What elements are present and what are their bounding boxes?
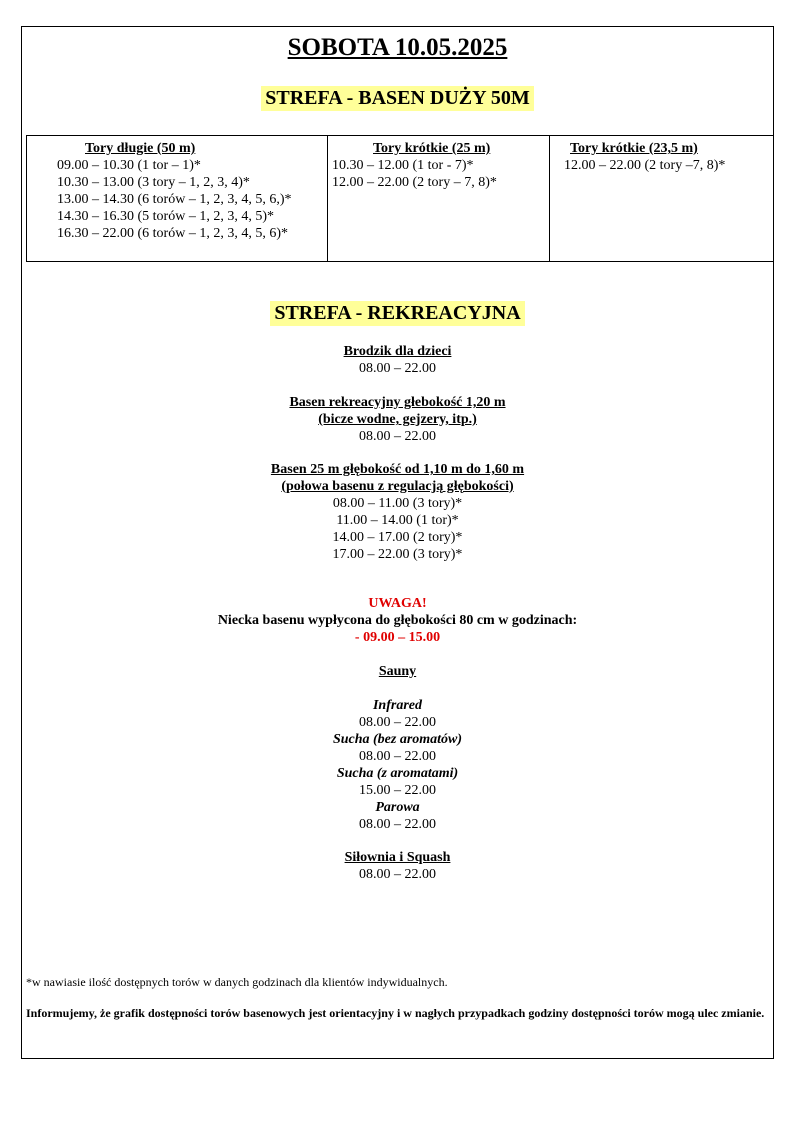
zone-pool-heading: STREFA - BASEN DUŻY 50M [261,86,533,111]
sauna-hours: 08.00 – 22.00 [359,749,436,764]
column-header: Tory krótkie (23,5 m) [570,141,698,156]
disclaimer: Informujemy, że grafik dostępności torów basenowych jest orientacyjny i w nagłych przypadkach godziny dostępności torów mogą ulec zmianie. [26,1006,765,1020]
lane-row: 13.00 – 14.30 (6 torów – 1, 2, 3, 4, 5, 6,)* [57,192,292,207]
pool25-row: 17.00 – 22.00 (3 tory)* [332,547,463,562]
saunas-section [22,663,773,833]
lane-row: 10.30 – 12.00 (1 tor - 7)* [332,158,474,173]
pool25-section [22,461,773,563]
lane-row: 14.30 – 16.30 (5 torów – 1, 2, 3, 4, 5)* [57,209,274,224]
lane-row: 16.30 – 22.00 (6 torów – 1, 2, 3, 4, 5, 6)* [57,226,288,241]
pool25-subtitle: (połowa basenu z regulacją głębokości) [281,479,514,494]
kids-pool-hours: 08.00 – 22.00 [359,361,436,376]
schedule-frame [21,26,774,1059]
lanes-column-short-23 [549,136,773,261]
sauna-hours: 15.00 – 22.00 [359,783,436,798]
sauna-name: Sucha (z aromatami) [336,766,459,781]
warning-section [22,595,773,646]
gym-hours: 08.00 – 22.00 [359,867,436,882]
pool25-row: 08.00 – 11.00 (3 tory)* [332,496,463,511]
warning-label: UWAGA! [368,596,427,611]
lane-row: 09.00 – 10.30 (1 tor – 1)* [57,158,201,173]
gym-section [22,849,773,883]
warning-hours: - 09.00 – 15.00 [354,630,441,645]
lane-row: 10.30 – 13.00 (3 tory – 1, 2, 3, 4)* [57,175,250,190]
zone-rec-heading: STREFA - REKREACYJNA [270,301,524,326]
column-header: Tory krótkie (25 m) [373,141,491,156]
lanes-table [26,135,774,262]
lanes-column-long [27,136,327,261]
gym-title: Siłownia i Squash [344,850,451,865]
lane-row: 12.00 – 22.00 (2 tory –7, 8)* [564,158,726,173]
rec-pool-section [22,394,773,445]
pool25-title: Basen 25 m głębokość od 1,10 m do 1,60 m [270,462,525,477]
kids-pool-title: Brodzik dla dzieci [343,344,452,359]
sauna-name: Parowa [375,800,420,815]
warning-text: Niecka basenu wypłycona do głębokości 80 cm w godzinach: [217,613,578,628]
sauna-hours: 08.00 – 22.00 [359,715,436,730]
sauna-name: Sucha (bez aromatów) [332,732,463,747]
pool25-row: 11.00 – 14.00 (1 tor)* [336,513,459,528]
rec-pool-hours: 08.00 – 22.00 [359,429,436,444]
sauna-hours: 08.00 – 22.00 [359,817,436,832]
kids-pool-section [22,343,773,377]
pool25-row: 14.00 – 17.00 (2 tory)* [332,530,463,545]
sauna-name: Infrared [372,698,422,713]
page-title: SOBOTA 10.05.2025 [287,34,508,61]
lanes-column-short-25 [327,136,549,261]
footnote: *w nawiasie ilość dostępnych torów w danych godzinach dla klientów indywidualnych. [26,975,448,989]
rec-pool-title: Basen rekreacyjny głebokość 1,20 m [289,395,506,410]
rec-pool-subtitle: (bicze wodne, gejzery, itp.) [318,412,477,427]
column-header: Tory długie (50 m) [85,141,196,156]
saunas-title: Sauny [378,664,417,679]
lane-row: 12.00 – 22.00 (2 tory – 7, 8)* [332,175,497,190]
